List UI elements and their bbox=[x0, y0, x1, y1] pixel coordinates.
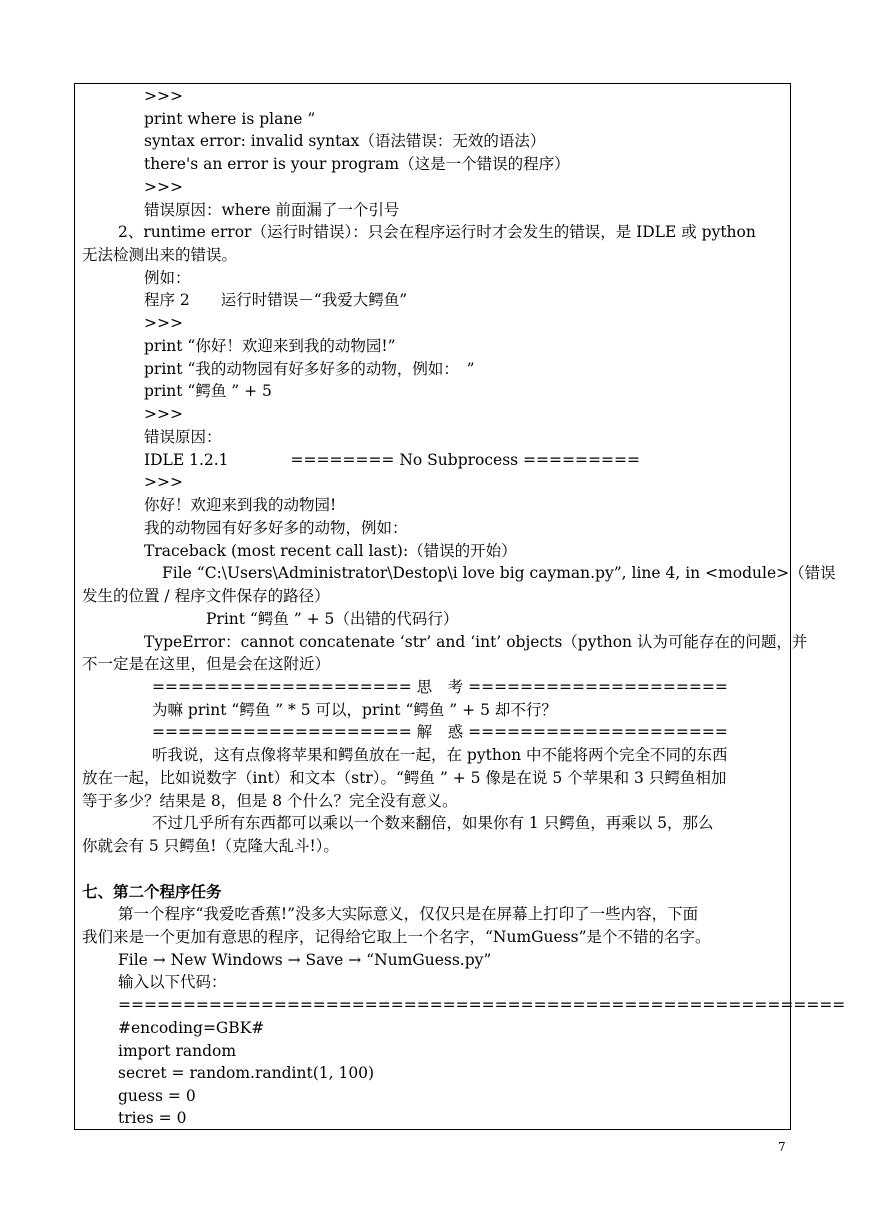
line-21: Traceback (most recent call last):（错误的开始） bbox=[144, 542, 517, 560]
line-27: ==================== 思 考 ==================== bbox=[152, 678, 728, 696]
line-13: print “我的动物园有好多好多的动物，例如： ” bbox=[144, 360, 475, 378]
line-24: Print “鳄鱼 ” + 5（出错的代码行） bbox=[206, 610, 459, 628]
line-10: 程序 2 运行时错误－“我爱大鳄鱼” bbox=[144, 291, 408, 309]
line-1: >>> bbox=[144, 87, 183, 105]
line-26: 不一定是在这里，但是会在这附近） bbox=[82, 655, 331, 673]
line-37: 我们来是一个更加有意思的程序，记得给它取上一个名字，“NumGuess”是个不错的名字。 bbox=[82, 928, 711, 946]
line-9: 例如： bbox=[144, 269, 191, 287]
code-line-1: #encoding=GBK# bbox=[118, 1019, 265, 1037]
line-5: >>> bbox=[144, 178, 183, 196]
line-31: 放在一起，比如说数字（int）和文本（str）。“鳄鱼 ” + 5 像是在说 5 个苹果和 3 只鳄鱼相加 bbox=[82, 769, 727, 787]
code-line-2: import random bbox=[118, 1042, 237, 1060]
line-15: >>> bbox=[144, 405, 183, 423]
line-40: ======================================================== bbox=[118, 996, 846, 1014]
code-line-4: guess = 0 bbox=[118, 1087, 196, 1105]
line-14: print “鳄鱼 ” + 5 bbox=[144, 382, 272, 400]
line-32: 等于多少？结果是 8，但是 8 个什么？完全没有意义。 bbox=[82, 792, 458, 810]
line-38: File → New Windows → Save → “NumGuess.py” bbox=[118, 951, 492, 969]
line-29: ==================== 解 惑 ==================== bbox=[152, 723, 728, 741]
page-number: 7 bbox=[778, 1140, 786, 1154]
line-19: 你好！欢迎来到我的动物园! bbox=[144, 496, 337, 514]
line-39: 输入以下代码： bbox=[118, 973, 227, 991]
code-line-3: secret = random.randint(1, 100) bbox=[118, 1064, 375, 1082]
line-33: 不过几乎所有东西都可以乘以一个数来翻倍，如果你有 1 只鳄鱼，再乘以 5，那么 bbox=[152, 814, 714, 832]
line-23: 发生的位置 / 程序文件保存的路径） bbox=[82, 587, 330, 605]
line-4: there's an error is your program（这是一个错误的程序） bbox=[144, 155, 570, 173]
line-18: >>> bbox=[144, 473, 183, 491]
line-25: TypeError：cannot concatenate ‘str’ and ‘int’ objects（python 认为可能存在的问题，并 bbox=[144, 633, 808, 651]
line-3: syntax error: invalid syntax（语法错误：无效的语法） bbox=[144, 132, 546, 150]
code-line-5: tries = 0 bbox=[118, 1109, 187, 1127]
section-heading: 七、第二个程序任务 bbox=[82, 882, 222, 901]
line-7: 2、runtime error（运行时错误）：只会在程序运行时才会发生的错误，是 IDLE 或 python bbox=[118, 223, 756, 241]
line-17: IDLE 1.2.1 ======== No Subprocess ========= bbox=[144, 451, 640, 469]
line-22: File “C:\Users\Administrator\Destop\i love big cayman.py”, line 4, in <module>（错误 bbox=[162, 564, 836, 582]
line-11: >>> bbox=[144, 314, 183, 332]
line-30: 听我说，这有点像将苹果和鳄鱼放在一起，在 python 中不能将两个完全不同的东西 bbox=[152, 746, 728, 764]
line-6: 错误原因：where 前面漏了一个引号 bbox=[144, 201, 400, 219]
line-20: 我的动物园有好多好多的动物，例如： bbox=[144, 519, 408, 537]
line-36: 第一个程序“我爱吃香蕉!”没多大实际意义，仅仅只是在屏幕上打印了一些内容，下面 bbox=[118, 905, 699, 923]
line-16: 错误原因： bbox=[144, 428, 222, 446]
line-28: 为嘛 print “鳄鱼 ” * 5 可以，print “鳄鱼 ” + 5 却不行？ bbox=[152, 701, 557, 719]
line-2: print where is plane ” bbox=[144, 110, 316, 128]
line-8: 无法检测出来的错误。 bbox=[82, 246, 238, 264]
line-34: 你就会有 5 只鳄鱼!（克隆大乱斗!）。 bbox=[82, 837, 339, 855]
line-12: print “你好！欢迎来到我的动物园!” bbox=[144, 337, 396, 355]
